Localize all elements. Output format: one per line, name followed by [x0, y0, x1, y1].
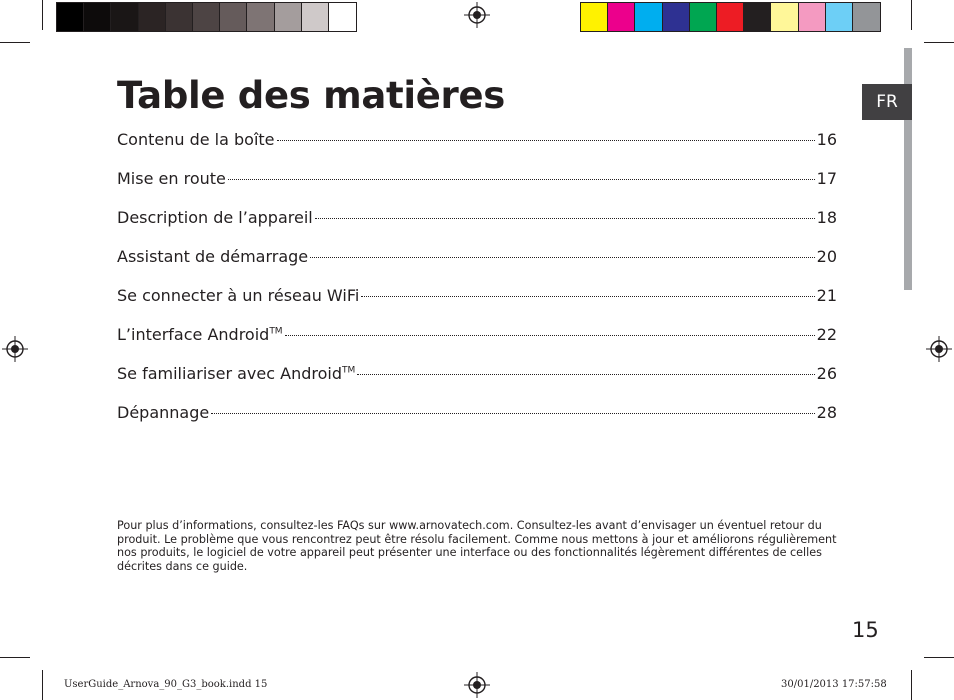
toc-leader-dots	[357, 374, 814, 375]
grayscale-swatch-11	[329, 3, 356, 31]
color-swatch-6	[717, 3, 744, 31]
toc-entry-1[interactable]	[117, 130, 837, 169]
color-swatch-4	[663, 3, 690, 31]
toc-entry-page: 18	[816, 208, 837, 227]
toc-entry-page: 22	[816, 325, 837, 344]
registration-mark-left-icon	[2, 336, 28, 362]
grayscale-swatch-9	[275, 3, 302, 31]
toc-leader-dots	[310, 257, 815, 258]
grayscale-swatch-3	[111, 3, 138, 31]
toc-entry-page: 21	[816, 286, 837, 305]
grayscale-bar	[56, 2, 357, 32]
toc-entry-label: Se familiariser avec Android™	[117, 364, 356, 383]
crop-mark-bottom-right	[911, 670, 912, 700]
toc-entry-8[interactable]	[117, 403, 837, 442]
toc-entry-page: 26	[816, 364, 837, 383]
grayscale-swatch-7	[220, 3, 247, 31]
color-swatch-8	[771, 3, 798, 31]
crop-mark-top-left	[42, 0, 43, 30]
color-swatch-2	[608, 3, 635, 31]
trademark-sup: TM	[341, 365, 356, 376]
grayscale-swatch-6	[193, 3, 220, 31]
slug-filename: UserGuide_Arnova_90_G3_book.indd 15	[64, 679, 268, 690]
registration-mark-right-icon	[926, 336, 952, 362]
toc-entry-label: Assistant de démarrage	[117, 247, 309, 266]
registration-mark-top-icon	[464, 2, 490, 28]
page-title: Table des matières	[117, 74, 506, 117]
crop-mark-top-right-h	[924, 42, 954, 43]
info-paragraph: Pour plus d’informations, consultez-les FAQs sur www.arnovatech.com. Consultez-les avant d’envisager un éventuel retour du produit. Le problème que vous rencontrez peut être résolu facilement. Comme nous mettons à jour et améliorons régulièrement nos produits, le logiciel de votre appareil peut présenter une interface ou des fonctionnalités légèrement différentes de celles décrites dans ce guide.	[117, 519, 837, 573]
crop-mark-bottom-left-h	[0, 657, 30, 658]
table-of-contents	[117, 130, 837, 442]
toc-leader-dots	[228, 179, 815, 180]
grayscale-swatch-8	[247, 3, 274, 31]
crop-mark-bottom-left	[42, 670, 43, 700]
toc-leader-dots	[277, 140, 815, 141]
grayscale-swatch-5	[166, 3, 193, 31]
toc-entry-2[interactable]	[117, 169, 837, 208]
toc-entry-6[interactable]	[117, 325, 837, 364]
toc-entry-label: Mise en route	[117, 169, 226, 188]
toc-entry-label: Contenu de la boîte	[117, 130, 275, 149]
grayscale-swatch-2	[84, 3, 111, 31]
slug-date: 30/01/2013 17:57:58	[781, 679, 887, 690]
toc-entry-5[interactable]	[117, 286, 837, 325]
toc-entry-label: Se connecter à un réseau WiFi	[117, 286, 360, 305]
toc-entry-page: 20	[816, 247, 837, 266]
toc-entry-4[interactable]	[117, 247, 837, 286]
color-swatch-1	[581, 3, 608, 31]
crop-mark-top-left-h	[0, 42, 30, 43]
color-swatch-9	[799, 3, 826, 31]
color-swatch-10	[826, 3, 853, 31]
toc-entry-label: Description de l’appareil	[117, 208, 313, 227]
toc-leader-dots	[315, 218, 815, 219]
toc-entry-page: 17	[816, 169, 837, 188]
crop-mark-bottom-right-h	[924, 657, 954, 658]
grayscale-swatch-10	[302, 3, 329, 31]
grayscale-swatch-4	[139, 3, 166, 31]
toc-leader-dots	[361, 296, 814, 297]
toc-entry-7[interactable]	[117, 364, 837, 403]
color-swatch-3	[635, 3, 662, 31]
language-tab: FR	[862, 84, 912, 120]
toc-entry-page: 16	[816, 130, 837, 149]
registration-mark-bottom-icon	[464, 672, 490, 698]
crop-mark-top-right	[911, 0, 912, 30]
color-swatch-11	[853, 3, 880, 31]
toc-leader-dots	[285, 335, 815, 336]
toc-leader-dots	[211, 413, 814, 414]
color-swatch-5	[690, 3, 717, 31]
color-bar	[580, 2, 881, 32]
page-number: 15	[852, 618, 879, 642]
toc-entry-3[interactable]	[117, 208, 837, 247]
toc-entry-page: 28	[816, 403, 837, 422]
grayscale-swatch-1	[57, 3, 84, 31]
toc-entry-label: Dépannage	[117, 403, 210, 422]
trademark-sup: TM	[269, 326, 283, 337]
color-swatch-7	[744, 3, 771, 31]
toc-entry-label: L’interface Android™	[117, 325, 283, 344]
